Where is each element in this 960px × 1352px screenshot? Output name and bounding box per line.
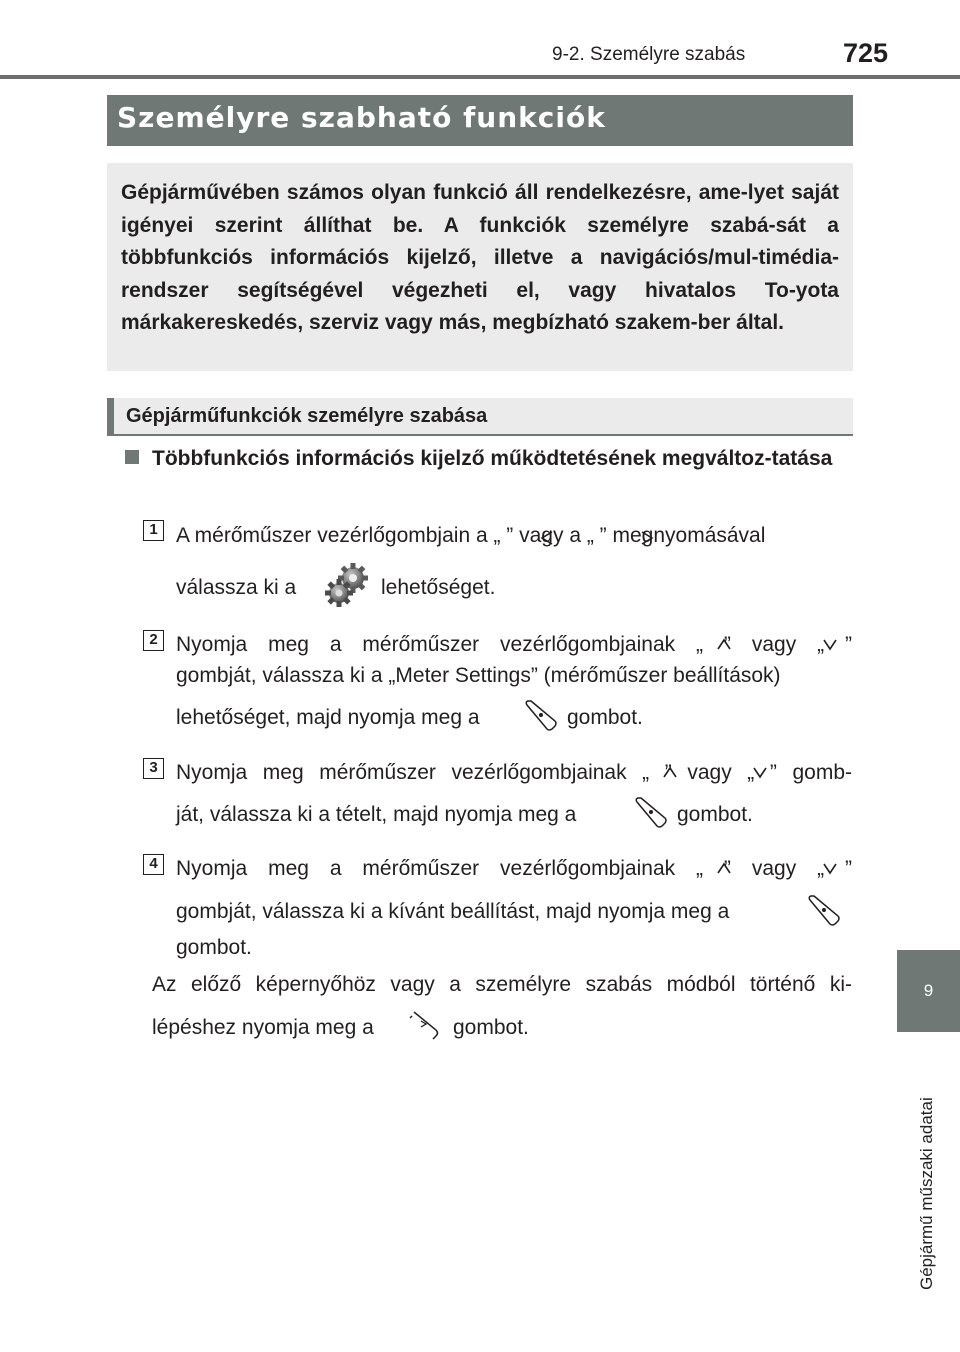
step-number-2: 2 — [143, 630, 164, 651]
page-number: 725 — [842, 38, 888, 68]
back-button-icon — [406, 1004, 446, 1044]
step-number-3: 3 — [143, 758, 164, 779]
intro-text: Gépjárművében számos olyan funkció áll rendelkezésre, ame-lyet saját igényei szerint állíthat be. A funkciók személyre szabá-sát a többfunkciós információs kijelző, illetve a navigációs/mul-timédia-rendszer segítségével végezheti el, vagy hivatalos To-yota márkakereskedés, szerviz vagy más, megbízható szakem-ber által. — [121, 181, 839, 334]
step1-line1: A mérőműszer vezérlőgombjain a „ ” vagy a „ ” megnyomásával — [176, 524, 766, 547]
chevron-up-icon — [662, 766, 678, 779]
step4-line3: gombot. — [176, 936, 252, 959]
subheading-band — [107, 398, 853, 436]
chapter-label-container — [915, 1040, 941, 1290]
step2-line3a: lehetőséget, majd nyomja meg a — [176, 706, 480, 729]
step3-line1: Nyomja meg mérőműszer vezérlőgombjainak „ ” vagy „ ” gomb- — [176, 761, 852, 784]
chevron-up-icon — [716, 638, 732, 651]
step1-line2a: válassza ki a — [176, 576, 297, 599]
chapter-tab: 9 — [897, 950, 960, 1032]
header-rule — [0, 75, 960, 79]
step2-line2: gombját, válassza ki a „Meter Settings” (mérőműszer beállítások) — [176, 664, 781, 687]
chevron-up-icon — [716, 862, 732, 875]
chevron-down-icon — [822, 638, 838, 651]
chevron-right-icon — [640, 530, 654, 546]
gear-icon — [323, 560, 375, 610]
enter-button-icon — [631, 792, 671, 832]
step4-line1: Nyomja meg a mérőműszer vezérlőgombjainak „ ” vagy „ ” — [176, 857, 852, 880]
step3-line2a: ját, válassza ki a tételt, majd nyomja meg a — [176, 803, 577, 826]
step-number-1: 1 — [143, 520, 164, 541]
note-line2a: lépéshez nyomja meg a — [152, 1016, 374, 1039]
step2-line1: Nyomja meg a mérőműszer vezérlőgombjainak „ ” vagy „ ” — [176, 633, 852, 656]
page-title-band — [107, 95, 853, 146]
chevron-down-icon — [752, 766, 768, 779]
bullet-heading: Többfunkciós információs kijelző működtetésének megváltoz-tatása — [152, 447, 833, 470]
chapter-label: Gépjármű műszaki adatai — [917, 1097, 936, 1290]
step3-line2b: gombot. — [677, 803, 753, 826]
chevron-down-icon — [822, 862, 838, 875]
note-line1: Az előző képernyőhöz vagy a személyre szabás módból történő ki- — [152, 973, 852, 996]
chevron-left-icon — [540, 530, 554, 546]
intro-box — [107, 163, 853, 371]
subheading: Gépjárműfunkciók személyre szabása — [126, 405, 488, 427]
note-line2b: gombot. — [453, 1016, 529, 1039]
enter-button-icon — [521, 695, 561, 735]
section-title: 9-2. Személyre szabás — [552, 44, 746, 65]
step1-line2b: lehetőséget. — [381, 576, 496, 599]
enter-button-icon — [804, 890, 844, 930]
step2-line3b: gombot. — [567, 706, 643, 729]
step4-line2a: gombját, válassza ki a kívánt beállítást, majd nyomja meg a — [176, 900, 730, 923]
bullet-square-icon — [125, 450, 139, 464]
page-title: Személyre szabható funkciók — [117, 101, 606, 134]
step-number-4: 4 — [143, 854, 164, 875]
